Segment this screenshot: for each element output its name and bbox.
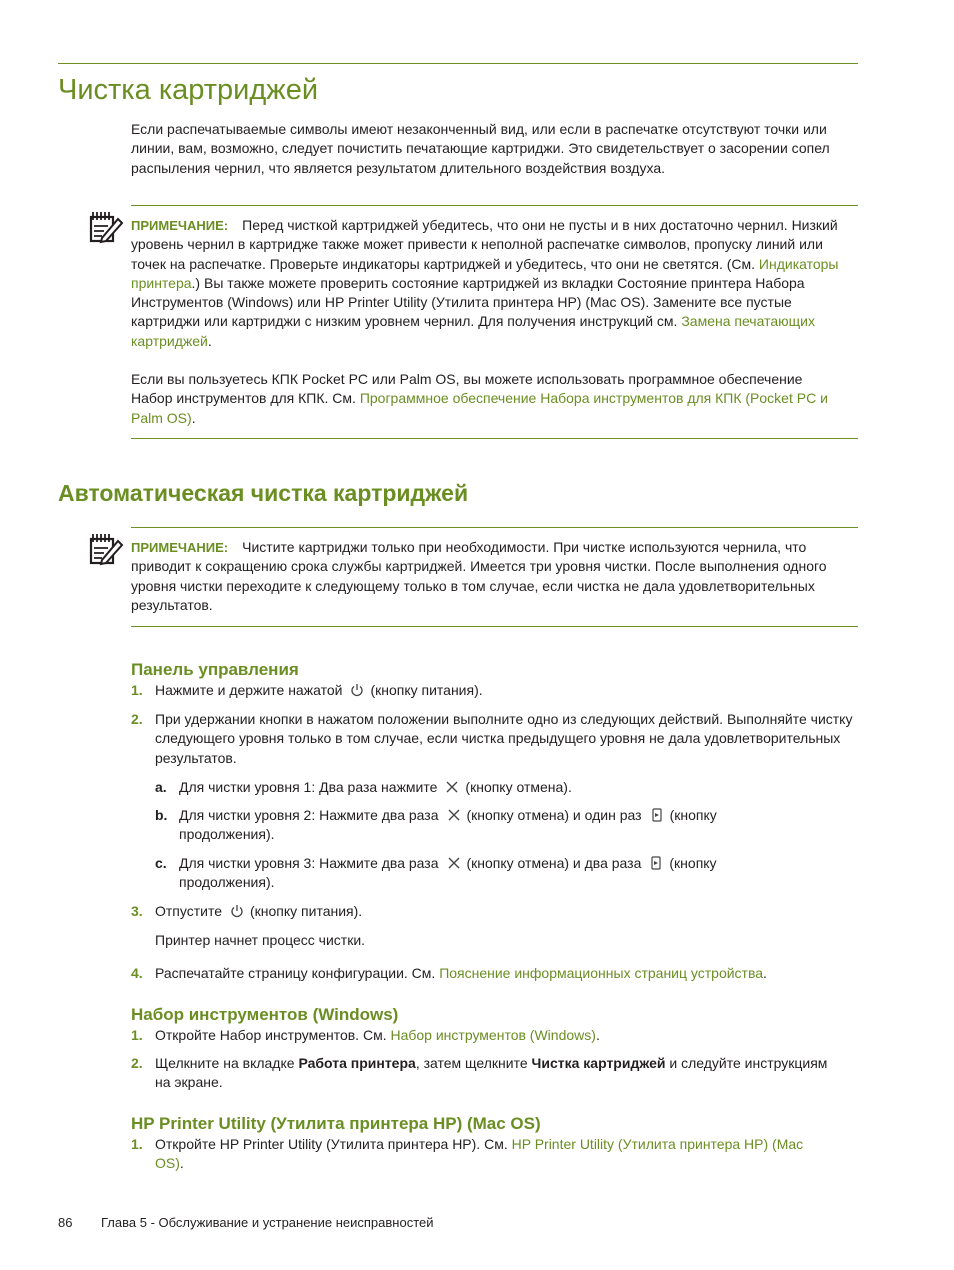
- panel-step1: [155, 681, 855, 700]
- note2-bottom-rule: [131, 626, 858, 627]
- step-number: 1.: [131, 1136, 143, 1152]
- step2a-text2: (кнопку отмена).: [465, 779, 572, 795]
- power-icon: [350, 683, 364, 697]
- panel-step3-a: Отпустите: [155, 903, 222, 919]
- substep-letter: a.: [155, 779, 167, 795]
- page-title: Чистка картриджей: [58, 74, 319, 106]
- step-number: 4.: [131, 965, 143, 981]
- windows-step2-a: Щелкните на вкладке: [155, 1055, 299, 1071]
- note1-para2-end: .: [191, 409, 196, 426]
- step-number: 1.: [131, 682, 143, 698]
- subsection-title-windows: Набор инструментов (Windows): [131, 1005, 399, 1024]
- windows-step1-end: .: [595, 1027, 600, 1043]
- panel-step2: При удержании кнопки в нажатом положении выполните одно из следующих действий. Выполняйте чистку следующего уровня только в том случае, если чистка предыдущего уровня не дала удовлетворительных результатов.: [155, 711, 853, 766]
- power-icon: [230, 904, 244, 918]
- step2c-text2: (кнопку отмена) и два раза: [466, 855, 642, 871]
- step-number: 1.: [131, 1027, 143, 1043]
- windows-step2-action-name: Чистка картриджей: [531, 1055, 666, 1071]
- step2b-text1: Для чистки уровня 2: Нажмите два раза: [179, 807, 439, 823]
- mac-step1: [155, 1135, 825, 1174]
- step-number: 2.: [131, 1055, 143, 1071]
- note1-para2-text: Если вы пользуетесь КПК Pocket PC или Palm OS, вы можете использовать программное обеспечение Набор инструментов для КПК. См.: [131, 371, 803, 407]
- page-number: 86: [58, 1215, 73, 1230]
- step2c-text4: продолжения).: [179, 874, 275, 891]
- panel-step1-a: Нажмите и держите нажатой: [155, 682, 343, 698]
- step2b-text4: продолжения).: [179, 826, 275, 843]
- substep-letter: b.: [155, 807, 168, 823]
- panel-step2-b: [179, 806, 859, 845]
- note1-text-b: .) Вы также можете проверить состояние картриджей из вкладки Состояние принтера Набора Инструментов (Windows) или HP Printer Utility (Утилита принтера HP) (Mac OS). Замените все пустые картриджи или картриджи с низким уровнем чернил. Для получения инструкций см.: [131, 274, 805, 330]
- note-icon: [88, 210, 124, 244]
- mac-step1-end: .: [179, 1155, 184, 1172]
- windows-step1-text: Откройте Набор инструментов. См.: [155, 1027, 391, 1043]
- step2c-text3: (кнопку: [669, 855, 717, 871]
- panel-step2-c: [179, 854, 859, 893]
- note-icon: [88, 532, 124, 566]
- step2b-text2: (кнопку отмена) и один раз: [466, 807, 642, 823]
- panel-step3-note: Принтер начнет процесс чистки.: [155, 932, 366, 948]
- cancel-icon: [447, 808, 461, 822]
- note2-top-rule: [131, 527, 858, 528]
- note1-text: [131, 216, 858, 351]
- windows-step1: [155, 1026, 855, 1045]
- panel-step1-b: (кнопку питания).: [370, 682, 483, 698]
- link-pda-toolbox[interactable]: Программное обеспечение Набора инструментов для КПК (Pocket PC и Palm OS): [131, 390, 828, 426]
- note2-body: Чистите картриджи только при необходимости. При чистке используются чернила, что приводит к сокращению срока службы картриджей. Имеется три уровня чистки. После выполнения одного уровня чистки переходите к следующему только в том случае, если чистка не дала удовлетворительных результатов.: [131, 539, 827, 613]
- step2b-text3: (кнопку: [669, 807, 717, 823]
- link-replace-cartridges[interactable]: Замена печатающих картриджей: [131, 313, 815, 349]
- note1-text-c: .: [207, 332, 212, 349]
- windows-step2-tab-name: Работа принтера: [298, 1055, 416, 1071]
- windows-step2-c: и следуйте инструкциям на экране.: [155, 1055, 828, 1091]
- substep-letter: c.: [155, 855, 167, 871]
- top-rule: [58, 63, 858, 64]
- note1-bottom-rule: [131, 438, 858, 439]
- note2-label: ПРИМЕЧАНИЕ:: [131, 540, 229, 555]
- panel-step3: [155, 902, 855, 921]
- link-printer-indicators[interactable]: Индикаторы принтера: [131, 255, 839, 291]
- note1-paragraph2: [131, 370, 831, 428]
- cancel-icon: [447, 856, 461, 870]
- cancel-icon: [445, 780, 459, 794]
- note2-text: [131, 538, 858, 615]
- subsection-title-control-panel: Панель управления: [131, 660, 299, 679]
- panel-step2-a: [179, 778, 859, 797]
- note1-top-rule: [131, 205, 858, 206]
- link-info-pages[interactable]: Пояснение информационных страниц устройства: [439, 965, 764, 981]
- mac-step1-text: Откройте HP Printer Utility (Утилита принтера HP). См.: [155, 1136, 512, 1152]
- panel-step4-text: Распечатайте страницу конфигурации. См.: [155, 965, 440, 981]
- step2c-text1: Для чистки уровня 3: Нажмите два раза: [179, 855, 439, 871]
- chapter-footer: Глава 5 - Обслуживание и устранение неисправностей: [101, 1215, 434, 1230]
- panel-step3-b: (кнопку питания).: [250, 903, 363, 919]
- panel-step4-end: .: [763, 965, 767, 981]
- windows-step2-b: , затем щелкните: [415, 1055, 532, 1071]
- intro-paragraph: Если распечатываемые символы имеют незаконченный вид, или если в распечатке отсутствуют точки или линии, вам, возможно, следует почистить печатающие картриджи. Это свидетельствует о засорении сопел распыления чернил, что является результатом длительного воздействия воздуха.: [131, 121, 830, 176]
- resume-icon: [649, 856, 663, 870]
- note1-text-a: Перед чисткой картриджей убедитесь, что они не пусты и в них достаточно чернил. Низкий уровень чернил в картридже также может привести к неполной распечатке символов, пропуску линий или точек на распечатке. Проверьте индикаторы картриджей и убедитесь, что они не светятся. (См.: [131, 217, 838, 272]
- windows-step2: [155, 1054, 845, 1093]
- link-hp-printer-utility[interactable]: HP Printer Utility (Утилита принтера HP) (Mac OS): [155, 1136, 804, 1172]
- step-number: 2.: [131, 711, 143, 727]
- step2a-text1: Для чистки уровня 1: Два раза нажмите: [179, 779, 438, 795]
- link-toolbox-windows[interactable]: Набор инструментов (Windows): [390, 1027, 596, 1043]
- section-title-auto-clean: Автоматическая чистка картриджей: [58, 480, 469, 506]
- resume-icon: [650, 808, 664, 822]
- step-number: 3.: [131, 903, 143, 919]
- panel-step4: [155, 964, 855, 983]
- note1-label: ПРИМЕЧАНИЕ:: [131, 218, 229, 233]
- subsection-title-mac: HP Printer Utility (Утилита принтера HP) (Mac OS): [131, 1114, 541, 1133]
